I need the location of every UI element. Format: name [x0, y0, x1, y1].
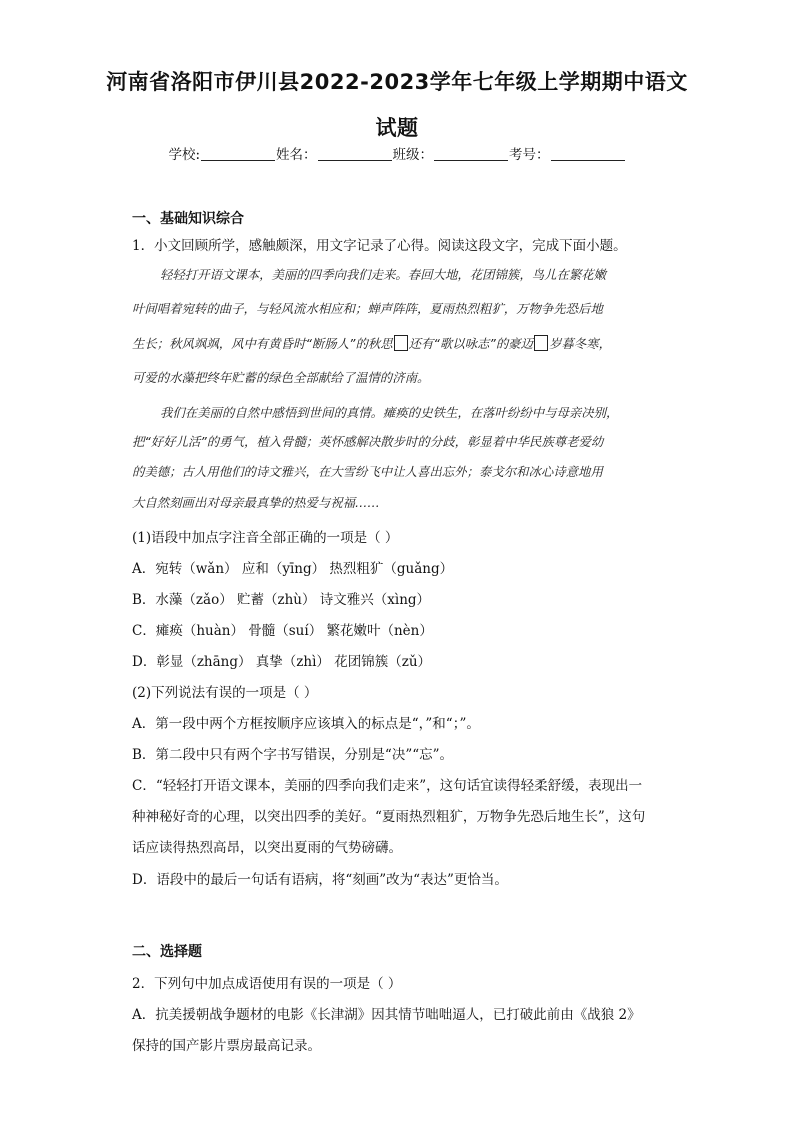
p2-line3: 的美德；古人用他们的诗文雅兴，在大雪纷飞中让人喜出忘外；泰戈尔和冰心诗意地用: [132, 464, 603, 479]
q2-option-a-line2: 保持的国产影片票房最高记录。: [132, 1038, 321, 1054]
p1-line4: 可爱的水藻把终年贮蓄的绿色全部献给了温情的济南。: [132, 370, 430, 385]
q1-stem: 1．小文回顾所学，感触颇深，用文字记录了心得。阅读这段文字，完成下面小题。: [132, 238, 627, 254]
class-label: 班级：: [392, 147, 434, 163]
name-label: 姓名：: [276, 147, 317, 163]
section2-heading: 二、选择题: [132, 944, 202, 960]
number-blank[interactable]: [551, 146, 625, 161]
p1-line3: [132, 334, 664, 352]
p1-line2: 叶间唱着宛转的曲子，与轻风流水相应和；蝉声阵阵，夏雨热烈粗犷，万物争先恐后地: [132, 301, 603, 316]
sub2-option-b[interactable]: B．第二段中只有两个字书写错误，分别是“决”“忘”。: [132, 747, 454, 763]
number-label: 考号：: [509, 147, 550, 163]
p2-line1: 我们在美丽的自然中感悟到世间的真情。瘫痪的史铁生，在落叶纷纷中与母亲决别，: [160, 405, 619, 420]
sub1-option-a[interactable]: A．宛转（wǎn） 应和（yīng） 热烈粗犷（guǎng）: [132, 561, 454, 577]
school-label: 学校:: [168, 147, 201, 163]
sub2-option-c-line2: 种神秘好奇的心理，以突出四季的美好。“夏雨热烈粗犷，万物争先恐后地生长”，这句: [132, 809, 646, 825]
sub1-option-d[interactable]: D．彰显（zhāng） 真挚（zhì） 花团锦簇（zǔ）: [132, 654, 432, 670]
sub1-option-c[interactable]: C．瘫痪（huàn） 骨髓（suí） 繁花嫩叶（nèn）: [132, 623, 433, 639]
student-info-row: [0, 143, 794, 163]
p1-line3-part2: 还有“歌以咏志”的豪迈: [408, 336, 534, 351]
school-blank[interactable]: [201, 146, 275, 161]
class-blank[interactable]: [434, 146, 508, 161]
p1-line3-part3: 岁暮冬寒，: [549, 336, 611, 351]
name-blank[interactable]: [318, 146, 392, 161]
p2-line2: 把“好好儿活”的勇气，植入骨髓；英怀感解决散步时的分歧，彰显着中华民族尊老爱幼: [132, 434, 604, 449]
q2-stem: 2．下列句中加点成语使用有误的一项是（ ）: [132, 976, 402, 992]
sub2-option-a[interactable]: A．第一段中两个方框按顺序应该填入的标点是“，”和“；”。: [132, 716, 480, 732]
punctuation-box-1[interactable]: [394, 335, 408, 351]
p1-line1: 轻轻打开语文课本，美丽的四季向我们走来。春回大地，花团锦簇，鸟儿在繁花嫩: [160, 267, 607, 282]
sub2-option-c-line3: 话应读得热烈高昂，以突出夏雨的气势磅礴。: [132, 840, 402, 856]
sub1-stem: (1)语段中加点字注音全部正确的一项是（ ）: [132, 530, 399, 546]
exam-title-line1: 河南省洛阳市伊川县2022-2023学年七年级上学期期中语文: [106, 70, 688, 94]
sub1-option-b[interactable]: B．水藻（zǎo） 贮蓄（zhù） 诗文雅兴（xìng）: [132, 592, 431, 608]
exam-title-line2: 试题: [375, 116, 419, 140]
q2-option-a-line1[interactable]: A．抗美援朝战争题材的电影《长津湖》因其情节咄咄逼人，已打破此前由《战狼 2》: [132, 1007, 641, 1023]
sub2-option-d[interactable]: D．语段中的最后一句话有语病，将“刻画”改为“表达”更恰当。: [132, 872, 508, 888]
p2-line4: 大自然刻画出对母亲最真挚的热爱与祝福……: [132, 495, 380, 510]
punctuation-box-2[interactable]: [534, 335, 548, 351]
sub2-option-c-line1[interactable]: C．“轻轻打开语文课本，美丽的四季向我们走来”，这句话宜读得轻柔舒缓，表现出一: [132, 778, 643, 794]
section1-heading: 一、基础知识综合: [132, 211, 244, 227]
p1-line3-part1: 生长；秋风飒飒，风中有黄昏时“断肠人”的秋思: [132, 336, 393, 351]
sub2-stem: (2)下列说法有误的一项是（ ）: [132, 685, 318, 701]
